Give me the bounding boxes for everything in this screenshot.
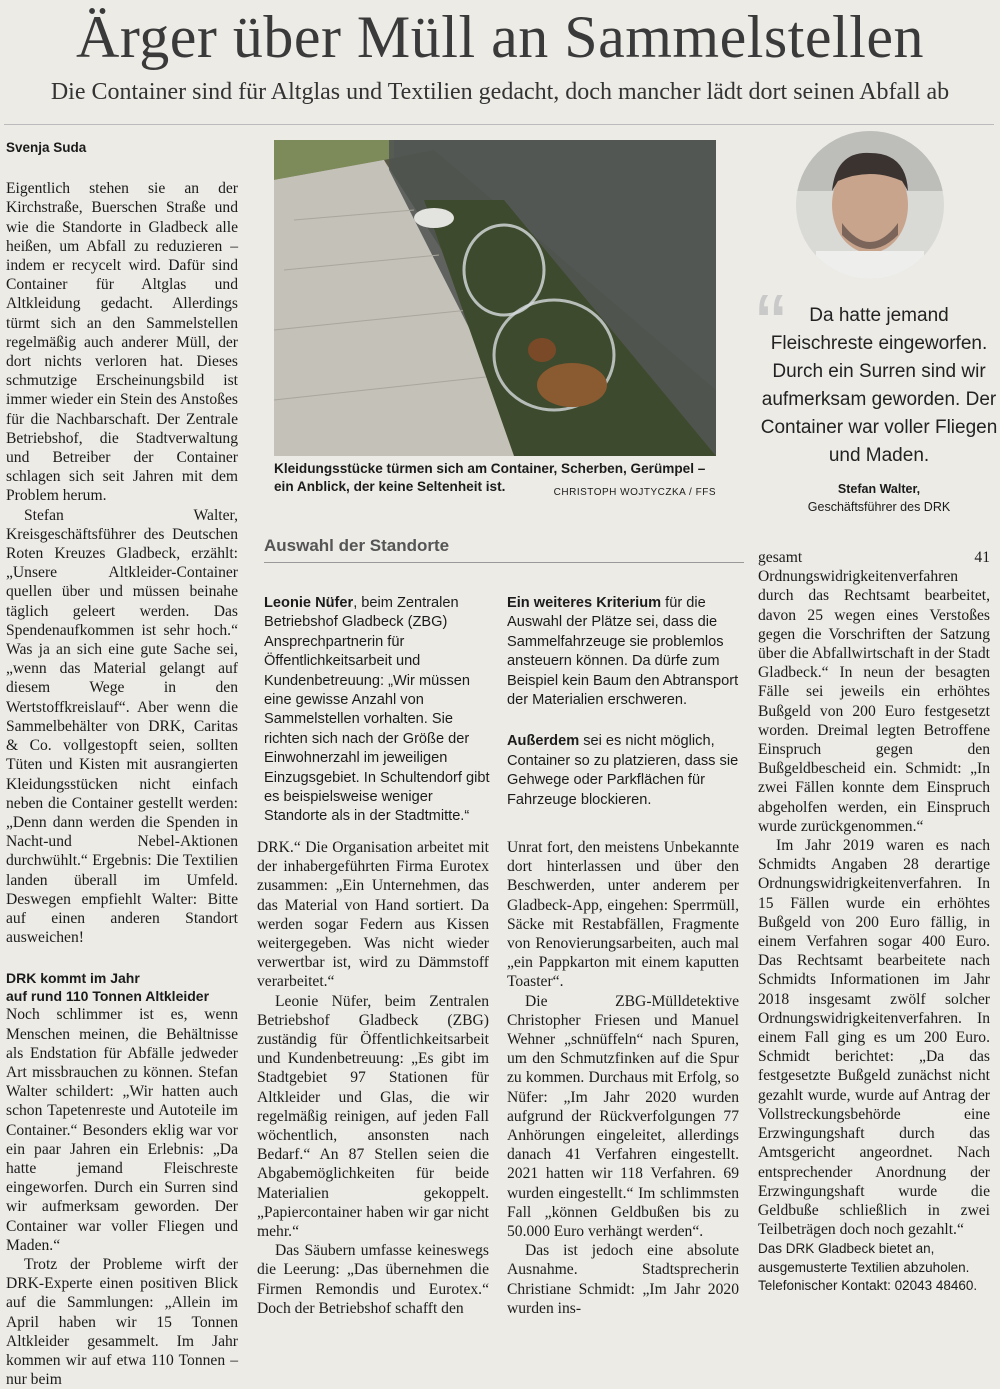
box-right-lead-1: Ein weiteres Kriterium: [507, 595, 662, 611]
contact-note: Das DRK Gladbeck bietet an, ausgemusterte Textilien abzuholen. Telefonischer Kontakt: 02043 48460.: [758, 1241, 978, 1293]
column-4: [758, 548, 990, 1239]
paragraph: Das ist jedoch eine absolute Ausnahme. Stadtsprecherin Christiane Schmidt: „Im Jahr 2020 wurden ins-: [507, 1242, 739, 1317]
paragraph: Trotz der Probleme wirft der DRK-Experte einen positiven Blick auf die Sammlungen: „Allein im April haben wir 15 Tonnen Altkleider gesammelt. Im Jahr kommen wir auf etwa 110 Tonnen – nur beim: [6, 1255, 238, 1389]
paragraph: Noch schlimmer ist es, wenn Menschen meinen, die Behältnisse als Endstation für Abfälle jedweder Art missbrauchen zu können. Stefan Walter schildert: „Wir hatten auch schon Tapetenreste und Autoteile im Container.“ Besonders eklig war vor ein paar Jahren ein Erlebnis: „Da hatte jemand Fleischreste eingeworfen. Durch ein Surren sind wir aufmerksam geworden. Der Container war voller Fliegen und Maden.“: [6, 1006, 238, 1254]
box-right-lead-2: Außerdem: [507, 733, 580, 750]
box-right-text: [507, 594, 739, 810]
paragraph: Die ZBG-Mülldetektive Christopher Friesen und Manuel Wehner „schnüffeln“ nach Spuren, um den Schmutzfinken auf die Spur zu kommen. Durchaus mit Erfolg, so Nüfer: „Im Jahr 2020 wurden aufgrund der Rückverfolgungen 77 Anhörungen eingeleitet, allerdings danach 41 Verfahren eingestellt. 2021 hatten wir 118 Verfahren. 69 wurden eingestellt.“ Im schlimmsten Fall „können Geldbußen bis zu 50.000 Euro verhängt werden“.: [507, 992, 739, 1241]
box-left-text: [264, 594, 494, 827]
box-left-name: Leonie Nüfer: [264, 595, 354, 611]
paragraph: gesamt 41 Ordnungswidrigkeitenverfahren durch das Rechtsamt bearbeitet, davon 25 wegen eines Verstoßes gegen die Vorschriften der Satzung über die Abfallwirtschaft in der Stadt Gladbeck.“ In neun der besagten Fälle sei jeweils ein erhöhtes Bußgeld von 200 Euro festgesetzt worden. Dreimal legten Betroffene Einspruch gegen den Bußgeldbescheid ein. Schmidt: „In zwei Fällen konnte dem Einspruch abgeholfen werden, ein Einspruch wurde zurückgenommen.“: [758, 549, 990, 835]
photo-credit: CHRISTOPH WOJTYCZKA / FFS: [553, 487, 716, 498]
box-right-body-1: für die Auswahl der Plätze sei, dass die Sammelfahrzeuge sie problemlos ansteuern können. Da dürfe zum Beispiel kein Baum den Abtransport der Materialien erschweren.: [507, 595, 739, 709]
paragraph: Eigentlich stehen sie an der Kirchstraße, Buerschen Straße und wie die Standorte in Gladbeck alle heißen, um Abfall zu reduzieren – indem er recycelt wird. Dafür sind Container für Altglas und Altkleidung gedacht. Allerdings türmt sich an den Sammelstellen regelmäßig auch anderer Müll, der dort nichts verloren hat. Dieses schmutzige Erscheinungsbild ist immer wieder ein Stein des Anstoßes für die Nachbarschaft. Der Zentrale Betriebshof, die Stadtverwaltung und Betreiber der Container schlagen sich seit Jahren mit dem Problem herum.: [6, 180, 238, 505]
box-title: Auswahl der Standorte: [264, 536, 450, 555]
column-3: [507, 838, 739, 1318]
column-2: [257, 838, 489, 1318]
caption-text: Kleidungsstücke türmen sich am Container, Scherben, Gerümpel – ein Anblick, der keine Seltenheit ist.: [274, 461, 706, 494]
quote-role: Geschäftsführer des DRK: [807, 500, 951, 514]
author-byline: Svenja Suda: [6, 140, 87, 155]
article-photo: [274, 140, 716, 456]
author-portrait: [796, 131, 944, 279]
paragraph: Im Jahr 2019 waren es nach Schmidts Angaben 28 derartige Ordnungswidrigkeitenverfahren. In 15 Fällen wurde ein erhöhtes Bußgeld von 200 Euro fällig, in einem Verfahren sogar 400 Euro. Das Rechtsamt bearbeitete nach Schmidts Informationen im Jahr 2018 insgesamt zwölf solcher Ordnungswidrigkeitenverfahren. In einem Fall ging es um 200 Euro. Schmidt berichtet: „Da das festgesetzte Bußgeld zunächst nicht gezahlt wurde, wurde auf Antrag der Vollstreckungsbehörde eine Erzwingungshaft durch das Amtsgericht angeordnet. Nach entsprechender Anordnung der Erzwingungshaft wurde die Geldbuße schließlich in zwei Teilbeträgen doch noch gezahlt.“: [758, 837, 990, 1239]
paragraph: Das Säubern umfasse keineswegs die Leerung: „Das übernehmen die Firmen Remondis und Eurotex.“ Doch der Betriebshof schafft den: [257, 1242, 489, 1317]
paragraph: Leonie Nüfer, beim Zentralen Betriebshof Gladbeck (ZBG) zuständig für Öffentlichkeitsarbeit und Kundenbetreuung: „Es gibt im Stadtgebiet 97 Stationen für Altkleider und Glas, die wir regelmäßig reinigen, auf jeden Fall wöchentlich, ansonsten nach Bedarf.“ An 87 Stellen seien die Abgabemöglichkeiten für beide Materialien gekoppelt. „Papiercontainer haben wir gar nicht mehr.“: [257, 992, 489, 1241]
quote-name: Stefan Walter,: [837, 482, 921, 496]
pull-quote: Da hatte jemand Fleischreste eingeworfen. Durch ein Surren sind wir aufmerksam geworden. Der Container war voller Fliegen und Maden.: [760, 305, 998, 466]
subheadline: Die Container sind für Altglas und Textilien gedacht, doch mancher lädt dort seinen Abfall ab: [50, 79, 950, 105]
portrait-image: [796, 131, 944, 279]
header-rule: [4, 124, 994, 125]
box-right-body-2: sei es nicht möglich, Container so zu platzieren, dass sie Gehwege oder Parkflächen für Fahrzeuge blockieren.: [507, 733, 739, 808]
quote-attribution: [760, 480, 998, 516]
paragraph: Unrat fort, den meistens Unbekannte dort hinterlassen und über den Beschwerden, unter anderem per Gladbeck-App, eingehen: Sperrmüll, Säcke mit Restabfällen, Fragmente von Renovierungsarbeiten, auch mal „ein Pappkarton mit einem kaputten Toaster“.: [507, 839, 739, 991]
subtitle-line: auf rund 110 Tonnen Altkleider: [6, 988, 210, 1005]
column-1: [6, 138, 238, 1389]
headline: Ärger über Müll an Sammelstellen: [75, 4, 925, 70]
box-left-body: , beim Zentralen Betriebshof Gladbeck (ZBG) Ansprechpartnerin für Öffentlichkeitsarbeit und Kundenbetreuung: „Wir müssen eine gewisse Anzahl von Sammelstellen vorhalten. Sie richten sich nach der Größe der Einwohnerzahl im jeweiligen Einzugsgebiet. In Schultendorf gibt es beispielsweise weniger Standorte als in der Stadtmitte.“: [264, 595, 490, 825]
photo-caption: [274, 460, 716, 502]
box-rule: [264, 562, 744, 563]
quote-mark-icon: “: [756, 277, 786, 377]
paragraph: Stefan Walter, Kreisgeschäftsführer des Deutschen Roten Kreuzes Gladbeck, erzählt: „Unsere Altkleider-Container quellen über und müssen beinahe täglich geleert werden. Das Spendenaufkommen ist sehr hoch.“ Was ja an sich eine gute Sache sei, „wenn das Material gelangt auf diesem Wege in den Wertstoffkreislauf“. Aber wenn die Sammelbehälter von DRK, Caritas & Co. vollgestopft seien, sollten Tüten und Kisten mit ausrangierten Kleidungsstücken nicht einfach neben die Container gestellt werden: „Denn dann werden die Spenden in Nacht-und Nebel-Aktionen durchwühlt.“ Ergebnis: Die Textilien landen überall im Umfeld. Deswegen empfiehlt Walter: Bitte auf einen anderen Standort ausweichen!: [6, 506, 238, 947]
paragraph: DRK.“ Die Organisation arbeitet mit der inhabergeführten Firma Eurotex zusammen: „Ein Unternehmen, das das Material von Hand sortiert. Da werden sogar Federn aus Kissen weitergegeben. Was nicht wieder verwertbar ist, wird zu Dämmstoff verarbeitet.“: [257, 839, 489, 991]
section-subtitle: [6, 969, 238, 1005]
subtitle-line: DRK kommt im Jahr: [6, 970, 140, 987]
container-trash-photo: [274, 140, 716, 456]
